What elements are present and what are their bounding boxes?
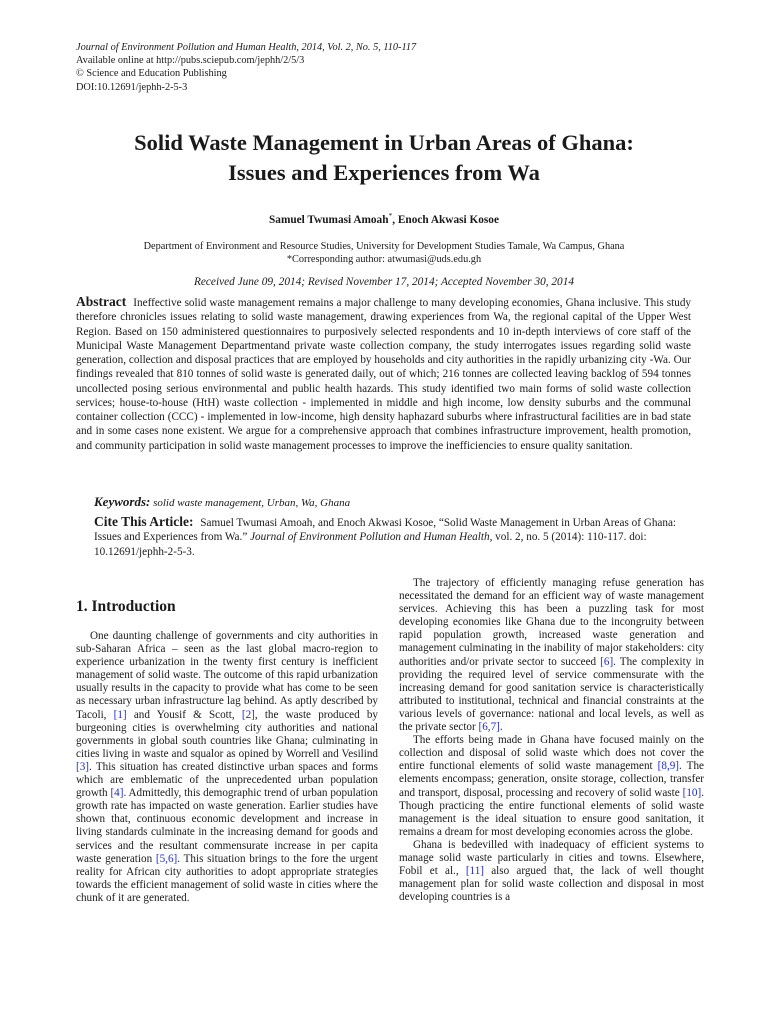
- paragraph-text: also argued that, the lack of well thought management plan for solid waste collection and disposal in most developing countries is a: [399, 865, 704, 904]
- department: Department of Environment and Resource Studies, University for Development Studies Tamale, Wa Campus, Ghana: [143, 241, 625, 252]
- cite-label: Cite This Article:: [94, 514, 194, 529]
- corresponding-mark: *: [388, 211, 393, 220]
- abstract-text: Ineffective solid waste management remains a major challenge to many developing economies, Ghana inclusive. This study therefore chronicles issues relating to solid waste management, drawing experiences from Wa, the regional capital of the Upper West Region. Based on 150 administered questionnaires to purposively selected respondents and 10 in-depth interviews of core staff of the Municipal Waste Management Departmentand private waste collection company, the study interrogates issues regarding solid waste generation, collection and disposal practices that are employed by households and city authorities in the rapidly urbanizing city -Wa. Our findings revealed that 810 tonnes of solid waste is generated daily, out of which; 216 tonnes are collected leaving backlog of 594 tonnes uncollected posing serious environmental and public health hazards. This study identified two main forms of solid waste collection services; house-to-house (HtH) waste collection - implemented in middle and high income, low density suburbs and the communal container collection (CCC) - implemented in low-income, high density haphazard suburbs where infrastructural facilities are in bad state and in some cases none existent. We argue for a comprehensive approach that combines infrastructure improvement, health promotion, and community participation in solid waste management processes to improve the inefficiencies to ensure quality sanitation.: [76, 297, 692, 452]
- intro-paragraph-2: [399, 577, 704, 734]
- reference-link[interactable]: [4]: [110, 787, 124, 800]
- paragraph-text: One daunting challenge of governments and city authorities in sub-Saharan Africa – seen as the last global macro-region to experience urbanization in the twenty first century is inefficient management of solid waste. The outcome of this rapid urbanization usually results in the capacity to provide what has come to be seen as necessary urban infrastructure lag behind. As aptly described by Tacoli,: [76, 630, 378, 721]
- reference-link[interactable]: [3]: [76, 760, 89, 773]
- cite-text-1: Samuel Twumasi Amoah, and Enoch Akwasi Kosoe, “Solid Waste Management in Urban Areas of Ghana: Issues and Experiences from Wa.”: [94, 517, 677, 544]
- paragraph-text: and Yousif & Scott,: [126, 708, 242, 721]
- reference-link[interactable]: [10]: [682, 786, 702, 799]
- intro-paragraph-1: [76, 630, 378, 905]
- reference-link[interactable]: [11]: [465, 865, 484, 878]
- abstract-label: Abstract: [76, 294, 127, 309]
- author-list: [40, 211, 728, 226]
- reference-link[interactable]: [1]: [113, 708, 127, 721]
- keywords-label: Keywords:: [94, 494, 151, 509]
- journal-citation: Journal of Environment Pollution and Human Health, 2014, Vol. 2, No. 5, 110-117: [76, 42, 417, 53]
- reference-link[interactable]: [2]: [241, 708, 255, 721]
- left-column: [76, 630, 378, 905]
- paragraph-text: .: [499, 721, 503, 734]
- right-column: [399, 577, 704, 904]
- intro-paragraph-3: [399, 734, 704, 839]
- paragraph-text: . This situation brings to the fore the urgent reality for African city authorities to adopt appropriate strategies towards the efficient management of solid waste in cities where the chunk of it are generated.: [76, 852, 379, 904]
- cite-this-article: [94, 515, 691, 559]
- keywords: [94, 494, 350, 510]
- cite-journal: Journal of Environment Pollution and Human Health: [250, 531, 490, 544]
- author-2: , Enoch Akwasi Kosoe: [392, 213, 499, 226]
- paragraph-text: The efforts being made in Ghana have focused mainly on the collection and disposal of solid waste which does not cover the entire functional elements of solid waste management: [399, 734, 704, 773]
- paragraph-text: . The complexity in providing the required level of service commensurate with the increasing demand for good sanitation service is characteristically attributed to institutional, technical and financial constraints at the various levels of governance: national and local levels, as well as the private sector: [399, 655, 704, 734]
- intro-paragraph-4: [399, 839, 704, 904]
- article-title: [40, 128, 728, 188]
- reference-link[interactable]: [6]: [600, 655, 614, 668]
- title-line-2: Issues and Experiences from Wa: [228, 160, 540, 185]
- copyright-line: © Science and Education Publishing: [76, 68, 227, 80]
- abstract: [76, 295, 691, 453]
- reference-link[interactable]: [5,6]: [155, 852, 178, 865]
- reference-link[interactable]: [6,7]: [478, 721, 500, 734]
- reference-link[interactable]: [8,9]: [657, 760, 680, 773]
- doi-line: DOI:10.12691/jephh-2-5-3: [76, 81, 188, 93]
- corresponding-author: *Corresponding author: atwumasi@uds.edu.gh: [286, 254, 482, 266]
- availability-line: Available online at http://pubs.sciepub.com/jephh/2/5/3: [76, 55, 305, 67]
- paragraph-text: Ghana is bedevilled with inadequacy of efficient systems to manage solid waste particularly in cities and towns. Elsewhere, Fobil et al.,: [399, 838, 704, 878]
- author-1: Samuel Twumasi Amoah: [269, 213, 389, 226]
- paragraph-text: . This situation has created distinctive urban spaces and forms which are emblematic of the unprecedented urban population growth: [76, 760, 378, 800]
- paragraph-text: . The elements encompass; generation, onsite storage, collection, transfer and transport, disposal, processing and recovery of solid waste: [399, 760, 704, 799]
- keywords-text: solid waste management, Urban, Wa, Ghana: [153, 497, 351, 509]
- paragraph-text: The trajectory of efficiently managing refuse generation has necessitated the demand for an efficient way of waste management services. Achieving this has been a puzzling task for most developing economies like Ghana due to the incongruity between rapid population growth, increased waste generation and management culminating in the inability of major stakeholders: city authorities and/or private sector to succeed: [399, 577, 704, 668]
- title-line-1: Solid Waste Management in Urban Areas of Ghana:: [134, 130, 634, 155]
- journal-header: [76, 41, 416, 94]
- paragraph-text: . Admittedly, this demographic trend of urban population growth rate has impacted on waste generation. Earlier studies have shown that, continuous economic development and increase in living standards culminate in the increasing demand for goods and services and the resultant commensurate increase in per capita waste generation: [76, 787, 378, 865]
- publication-dates: Received June 09, 2014; Revised November 17, 2014; Accepted November 30, 2014: [194, 276, 574, 288]
- paragraph-text: . Though practicing the entire functional elements of solid waste management is the ideal situation to ensure good sanitation, it remains a dream for most developing economies across the globe.: [399, 786, 704, 838]
- section-heading-introduction: 1. Introduction: [76, 598, 176, 615]
- affiliation: [40, 240, 728, 267]
- paragraph-text: , the waste produced by burgeoning cities is overwhelming city authorities and national governments in global south countries like Ghana; culminating in cities living in waste and squalor as opined by Worrell and Vesilind: [76, 708, 378, 760]
- cite-text-2: , vol. 2, no. 5 (2014): 110-117. doi: 10.12691/jephh-2-5-3.: [94, 531, 647, 558]
